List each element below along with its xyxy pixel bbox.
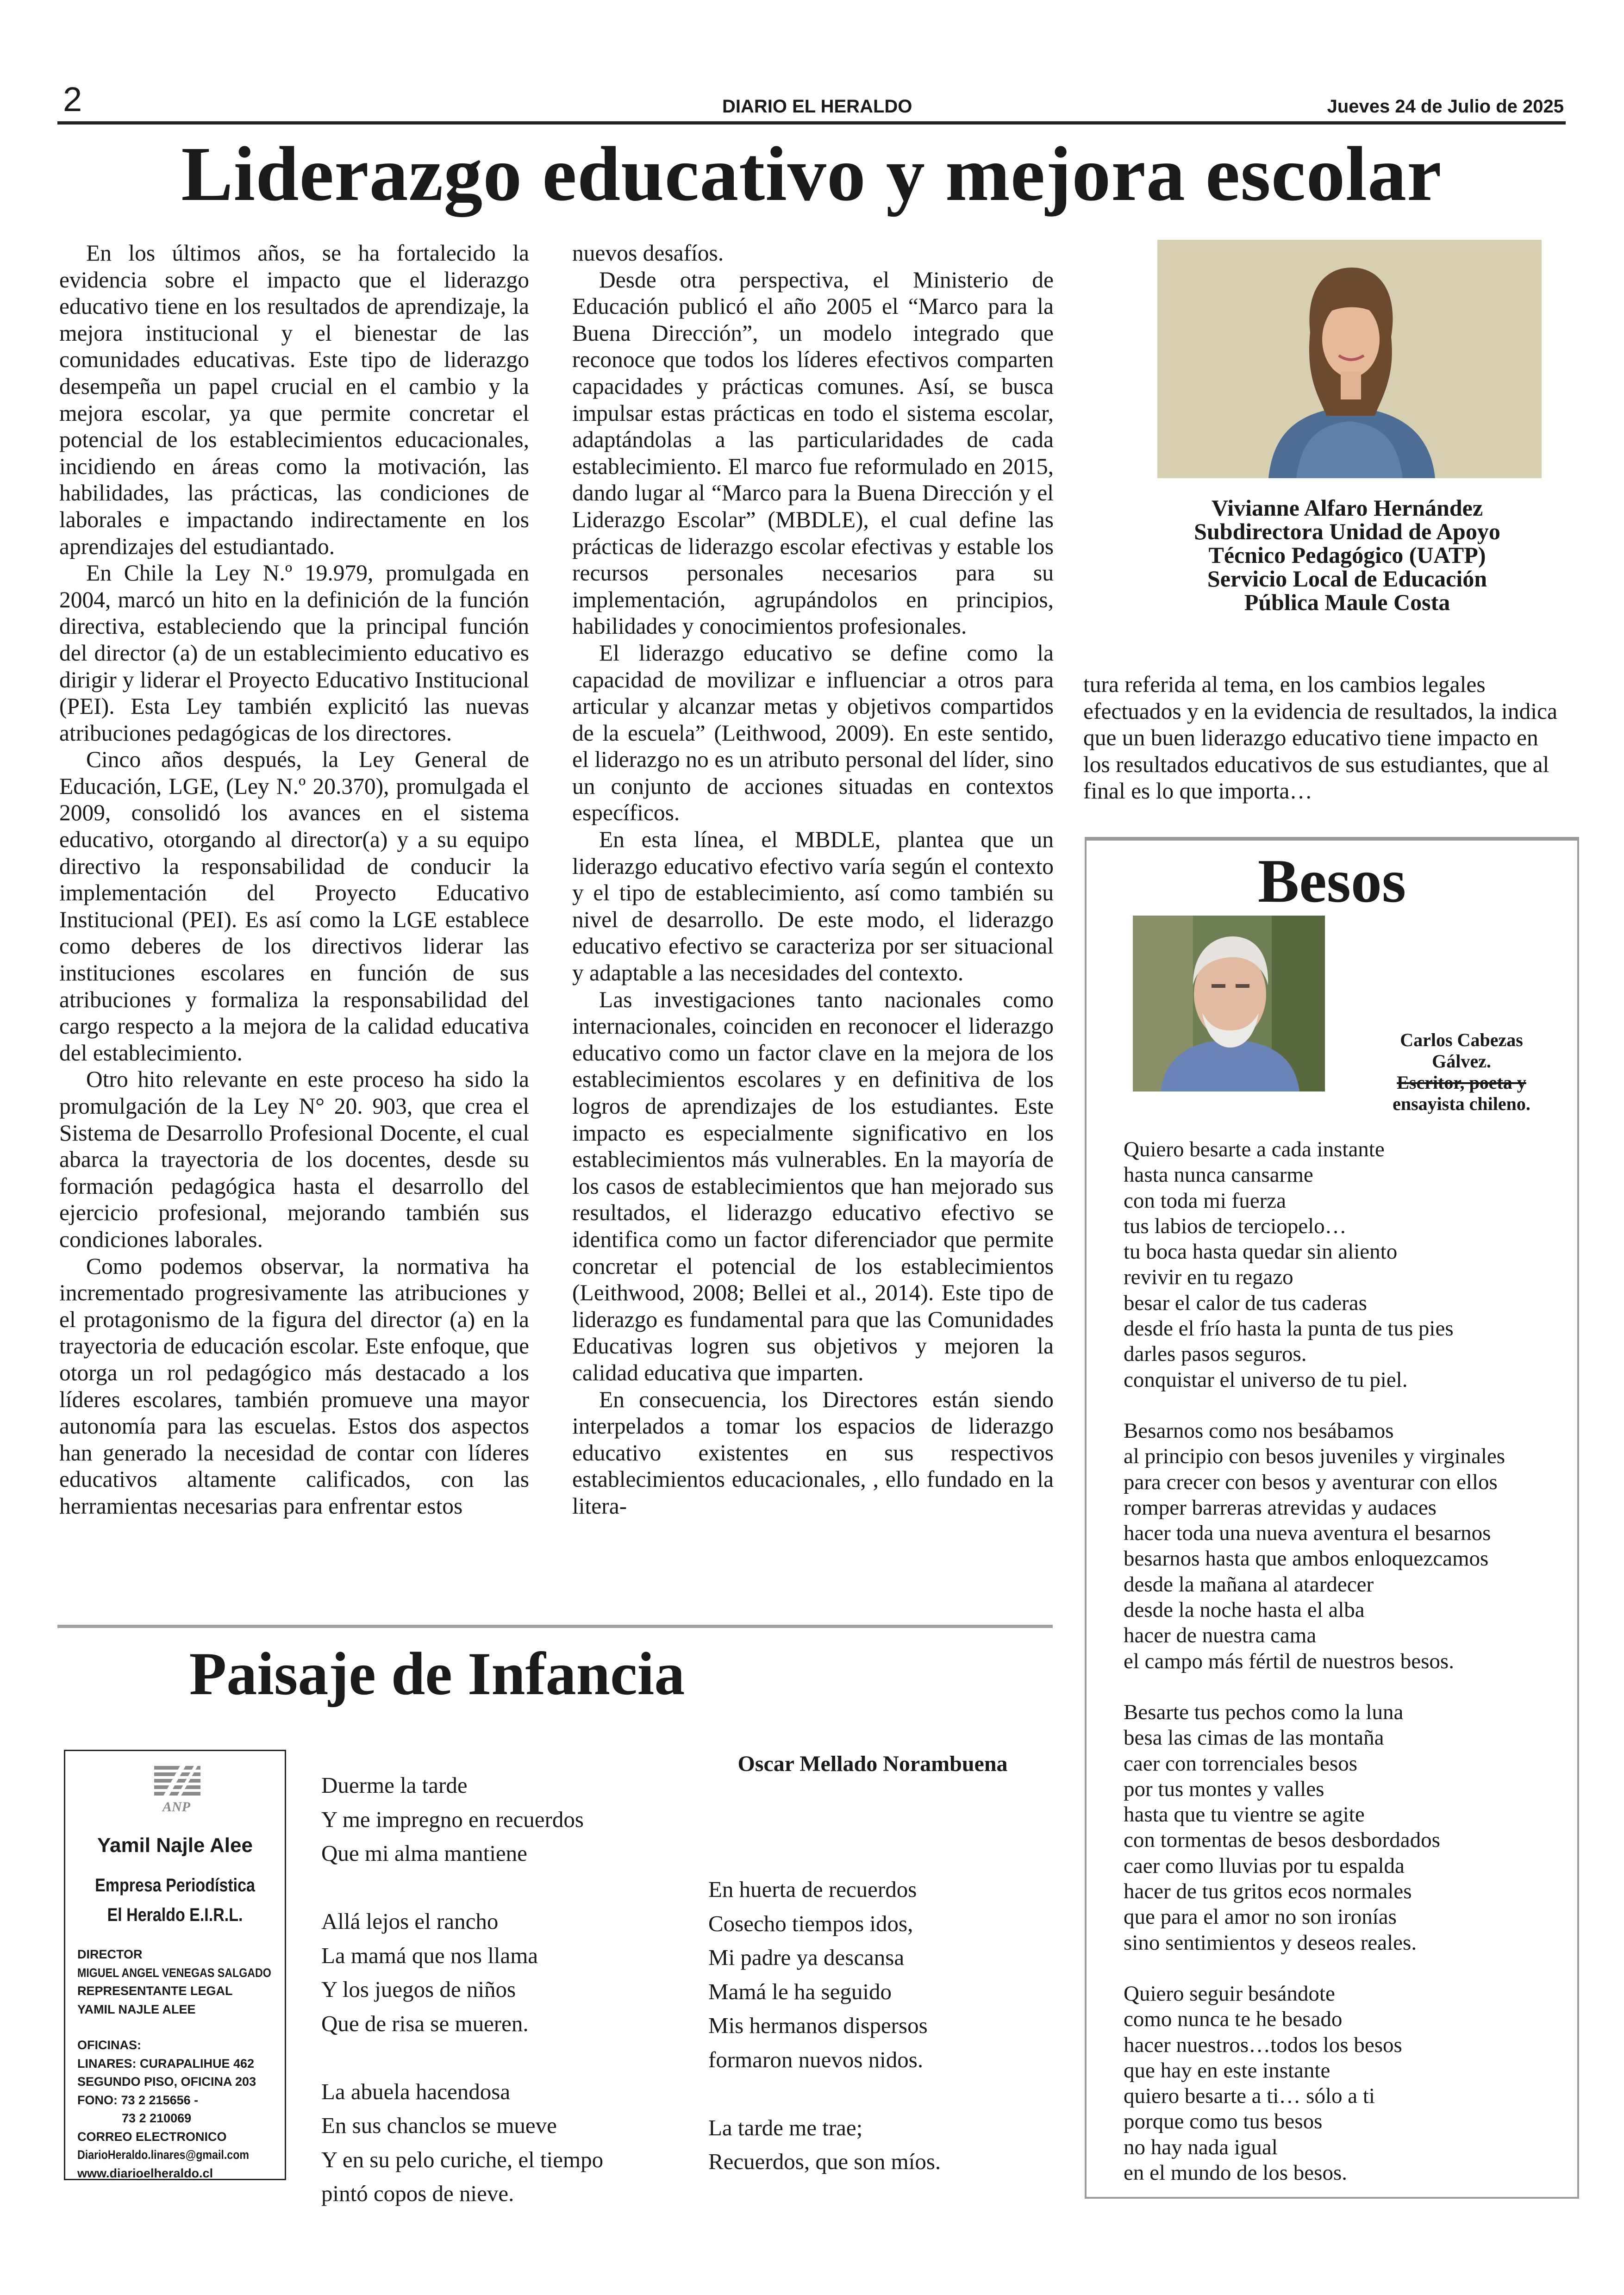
poem-stanza: [708, 2111, 1042, 2179]
poem-line: La tarde me trae;: [708, 2114, 863, 2140]
poem-line: besar el calor de tus caderas: [1124, 1291, 1367, 1315]
article-continuation: [1083, 671, 1567, 804]
poem-line: sino sentimientos y deseos reales.: [1124, 1930, 1417, 1955]
masthead-company-line: El Heraldo E.I.R.L.: [107, 1905, 243, 1925]
poem-stanza: [1124, 1981, 1568, 2186]
article-paragraph: El liderazgo educativo se define como la capacidad de movilizar e influenciar a otros para articular y alcanzar metas y objetivos compartidos de la escuela” (Leithwood, 2009). En este sentido, el liderazgo no es un atributo personal del líder, sino un conjunto de acciones situadas en contextos específicos.: [572, 640, 1054, 826]
poem-line: En huerta de recuerdos: [708, 1877, 917, 1902]
poet-name: Carlos Cabezas: [1400, 1029, 1523, 1050]
article-paragraph: Desde otra perspectiva, el Ministerio de Educación publicó el año 2005 el “Marco para la Buena Dirección”, un modelo integrado que reconoce que todos los líderes efectivos comparten capacidades y prácticas comunes. Así, se busca impulsar estas prácticas en todo el sistema escolar, adaptándolas a las particularidades de cada establecimiento. El marco fue reformulado en 2015, dando lugar al “Marco para la Buena Dirección y el Liderazgo Escolar” (MBDLE), el cual define las prácticas de liderazgo escolar efectivas y estable los recursos personales necesarios para su implementación, agrupándolos en principios, habilidades y conocimientos profesionales.: [572, 267, 1054, 639]
poem-title-text: Paisaje de Infancia: [189, 1640, 685, 1708]
article-column-2: [572, 240, 1054, 1520]
header-divider: [57, 121, 1566, 125]
masthead-details: [77, 1946, 281, 2183]
poet-photo: [1133, 916, 1325, 1091]
poem-stanza: [321, 2075, 645, 2211]
phone-number: 73 2 210069: [122, 2111, 192, 2125]
poem-line: que hay en este instante: [1124, 2058, 1330, 2083]
author-caption-line: Pública Maule Costa: [1244, 589, 1450, 615]
poem-author: Oscar Mellado Norambuena: [737, 1752, 1008, 1776]
masthead-company-line: Empresa Periodística: [95, 1875, 255, 1896]
poem-line: desde la noche hasta el alba: [1124, 1598, 1365, 1622]
poem-line: Besarnos como nos besábamos: [1124, 1418, 1394, 1443]
article-paragraph: En esta línea, el MBDLE, plantea que un liderazgo educativo efectivo varía según el contexto y el tipo de establecimiento, así como también su nivel de desarrollo. De este modo, el liderazgo educativo efectivo se caracteriza por ser situacional y adaptable a las necesidades del contexto.: [572, 827, 1054, 986]
poem-line: desde el frío hasta la punta de tus pies: [1124, 1316, 1454, 1341]
poem-stanza: [708, 1872, 1042, 2077]
poem-line: besarnos hasta que ambos enloquezcamos: [1124, 1547, 1489, 1571]
poem-line: hasta nunca cansarme: [1124, 1163, 1313, 1187]
anp-logo: [144, 1761, 209, 1817]
article-paragraph: Cinco años después, la Ley General de Educación, LGE, (Ley N.º 20.370), promulgada el 2009, consolidó los avances en el sistema educativo, otorgando al director(a) y a su equipo directivo la responsabilidad de conducir la implementación del Proyecto Educativo Institucional (PEI). Es así como la LGE establece como deberes de los directivos liderar las instituciones escolares en función de sus atribuciones y formaliza la responsabilidad del cargo respecto a la mejora de la calidad educativa del establecimiento.: [59, 747, 529, 1066]
poem-line: romper barreras atrevidas y audaces: [1124, 1495, 1437, 1520]
poem-line: hacer toda una nueva aventura el besarnos: [1124, 1521, 1491, 1546]
legal-rep-name: YAMIL NAJLE ALEE: [77, 2002, 196, 2016]
poet-credit: [1360, 1029, 1563, 1115]
poem-line: hacer de nuestra cama: [1124, 1623, 1317, 1648]
poem-line: tu boca hasta quedar sin aliento: [1124, 1240, 1398, 1264]
poem-line: desde la mañana al atardecer: [1124, 1572, 1374, 1597]
poem-line: Cosecho tiempos idos,: [708, 1910, 913, 1936]
poem-stanza: [321, 1768, 645, 1871]
paisaje-poem-left: [321, 1768, 645, 2245]
masthead-owner: Yamil Najle Alee: [97, 1834, 253, 1857]
poem-line: Y los juegos de niños: [321, 1977, 516, 2002]
poem-line: el campo más fértil de nuestros besos.: [1124, 1649, 1454, 1673]
poem-stanza: [1124, 1700, 1568, 1956]
poem-line: tus labios de terciopelo…: [1124, 1214, 1347, 1238]
author-portrait-illustration: [1157, 240, 1542, 478]
poem-line: Que de risa se mueren.: [321, 2010, 529, 2036]
poem-line: Que mi alma mantiene: [321, 1840, 527, 1866]
poem-line: hasta que tu vientre se agite: [1124, 1802, 1365, 1827]
poem-line: al principio con besos juveniles y virginales: [1124, 1444, 1505, 1469]
article-title: Liderazgo educativo y mejora escolar: [181, 131, 1442, 217]
phone-number: FONO: 73 2 215656 -: [77, 2093, 199, 2107]
poet-name-2: Gálvez.: [1432, 1051, 1491, 1072]
director-label: DIRECTOR: [77, 1947, 143, 1961]
poem-line: Y me impregno en recuerdos: [321, 1806, 584, 1832]
poem-title-paisaje: [57, 1640, 1122, 1708]
newspaper-name: DIARIO EL HERALDO: [722, 96, 912, 117]
masthead-company: [82, 1871, 269, 1930]
poem-line: caer con torrenciales besos: [1124, 1751, 1357, 1776]
poem-line: con tormentas de besos desbordados: [1124, 1828, 1440, 1852]
poem-line: por tus montes y valles: [1124, 1777, 1324, 1801]
poem-line: La mamá que nos llama: [321, 1942, 538, 1968]
poem-line: Allá lejos el rancho: [321, 1908, 499, 1934]
anp-logo-text: ANP: [162, 1799, 190, 1815]
author-caption: [1139, 496, 1555, 614]
poem-line: no hay nada igual: [1124, 2135, 1278, 2159]
poem-line: pintó copos de nieve.: [321, 2181, 514, 2206]
masthead-box: [64, 1750, 286, 2180]
offices-label: OFICINAS:: [77, 2038, 141, 2052]
website-link[interactable]: www.diarioelheraldo.cl: [77, 2166, 213, 2180]
article-paragraph: En los últimos años, se ha fortalecido la evidencia sobre el impacto que el liderazgo educativo tiene en los resultados de aprendizaje, la mejora institucional y el bienestar de las comunidades educativas. Este tipo de liderazgo desempeña un papel crucial en el cambio y la mejora escolar, ya que permite concretar el potencial de los establecimientos educacionales, incidiendo en áreas como la motivación, las habilidades, las prácticas, las condiciones de laborales e impactando indirectamente en los aprendizajes del estudiantado.: [59, 240, 529, 559]
poem-line: besa las cimas de las montaña: [1124, 1726, 1384, 1750]
poem-line: Mi padre ya descansa: [708, 1945, 905, 1970]
author-caption-line: Técnico Pedagógico (UATP): [1208, 542, 1486, 568]
legal-rep-label: REPRESENTANTE LEGAL: [77, 1984, 233, 1998]
poem-line: La abuela hacendosa: [321, 2078, 511, 2104]
poem-stanza: [1124, 1137, 1568, 1393]
poem-line: porque como tus besos: [1124, 2109, 1323, 2134]
poem-line: hacer de tus gritos ecos normales: [1124, 1879, 1412, 1904]
poet-role: Escritor, poeta y: [1397, 1072, 1526, 1093]
article-paragraph: tura referida al tema, en los cambios legales efectuados y en la evidencia de resultados, la indica que un buen liderazgo educativo tiene impacto en los resultados educativos de sus estudiantes, que al final es lo que importa…: [1083, 672, 1557, 804]
poem-title: Besos: [1257, 847, 1406, 915]
poem-line: hacer nuestros…todos los besos: [1124, 2033, 1402, 2057]
poem-line: como nunca te he besado: [1124, 2007, 1343, 2032]
poem-line: que para el amor no son ironías: [1124, 1905, 1397, 1929]
paisaje-poem-right: [708, 1872, 1042, 2213]
article-paragraph: Las investigaciones tanto nacionales como internacionales, coinciden en reconocer el liderazgo educativo como un factor clave en la mejora de los establecimientos escolares y en definitiva de los logros de aprendizajes de los estudiantes. Este impacto es especialmente significativo en los establecimientos más vulnerables. En la mayoría de los casos de establecimientos que han mejorado sus resultados, el liderazgo educativo efectivo se identifica como un factor diferenciador que permite concretar el potencial de los establecimientos (Leithwood, 2008; Bellei et al., 2014). Este tipo de liderazgo es fundamental para que las Comunidades Educativas logren sus objetivos y mejoren la calidad educativa que imparten.: [572, 986, 1054, 1385]
poem-line: Quiero seguir besándote: [1124, 1981, 1335, 2006]
poem-line: Mamá le ha seguido: [708, 1978, 892, 2004]
poem-line: conquistar el universo de tu piel.: [1124, 1367, 1408, 1392]
poem-line: formaron nuevos nidos.: [708, 2046, 924, 2072]
poem-line: caer como lluvias por tu espalda: [1124, 1853, 1405, 1878]
poem-line: En sus chanclos se mueve: [321, 2113, 557, 2138]
poem-line: con toda mi fuerza: [1124, 1188, 1287, 1213]
director-name: MIGUEL ANGEL VENEGAS SALGADO: [77, 1965, 271, 1980]
article-column-1: [59, 240, 529, 1520]
poem-line: para crecer con besos y aventurar con ellos: [1124, 1470, 1498, 1494]
poem-line: en el mundo de los besos.: [1124, 2160, 1347, 2185]
poem-line: Mis hermanos dispersos: [708, 2013, 928, 2038]
article-paragraph: En Chile la Ley N.º 19.979, promulgada en 2004, marcó un hito en la definición de la función directiva, estableciendo que la principal función del director (a) de un establecimiento educativo es dirigir y liderar el Proyecto Educativo Institucional (PEI). Esta Ley también explicitó las nuevas atribuciones pedagógicas de los directores.: [59, 560, 529, 746]
poem-line: darles pasos seguros.: [1124, 1342, 1307, 1366]
article-paragraph: nuevos desafíos.: [572, 240, 724, 266]
poem-line: Quiero besarte a cada instante: [1124, 1137, 1385, 1161]
issue-date: Jueves 24 de Julio de 2025: [1327, 96, 1564, 117]
poem-line: revivir en tu regazo: [1124, 1265, 1293, 1290]
section-divider: [57, 1625, 1053, 1628]
office-address: SEGUNDO PISO, OFICINA 203: [77, 2075, 256, 2089]
poem-line: Recuerdos, que son míos.: [708, 2149, 941, 2174]
author-caption-line: Subdirectora Unidad de Apoyo: [1194, 518, 1500, 544]
office-address: LINARES: CURAPALIHUE 462: [77, 2056, 255, 2070]
poem-line: quiero besarte a ti… sólo a ti: [1124, 2084, 1375, 2108]
article-paragraph: Otro hito relevante en este proceso ha sido la promulgación de la Ley N° 20. 903, que crea el Sistema de Desarrollo Profesional Docente, el cual abarca la trayectoria de los docentes, desde su formación pedagógica hasta el desarrollo del ejercicio profesional, mejorando también sus condiciones laborales.: [59, 1066, 529, 1252]
poem-body: [1124, 1137, 1568, 2211]
poem-stanza: [1124, 1418, 1568, 1674]
article-paragraph: En consecuencia, los Directores están siendo interpelados a tomar los espacios de liderazgo educativo existentes en sus respectivos establecimientos educacionales, , ello fundado en la litera-: [572, 1386, 1054, 1519]
poem-line: Y en su pelo curiche, el tiempo: [321, 2146, 604, 2172]
poet-role-2: ensayista chileno.: [1393, 1093, 1530, 1114]
besos-poem-box: [1085, 837, 1579, 2199]
article-paragraph: Como podemos observar, la normativa ha incrementado progresivamente las atribuciones y el protagonismo de la figura del director (a) en la trayectoria de educación escolar. Este enfoque, que otorga un rol pedagógico más destacado a los líderes escolares, también promueve una mayor autonomía para las escuelas. Estos dos aspectos han generado la necesidad de contar con líderes educativos altamente calificados, con las herramientas necesarias para enfrentar estos: [59, 1253, 529, 1519]
page-number: 2: [63, 80, 82, 118]
poem-line: Duerme la tarde: [321, 1772, 468, 1798]
author-caption-line: Vivianne Alfaro Hernández: [1211, 495, 1483, 521]
poem-line: Besarte tus pechos como la luna: [1124, 1700, 1404, 1724]
author-photo: [1157, 240, 1542, 478]
author-caption-line: Servicio Local de Educación: [1207, 566, 1487, 592]
poem-stanza: [321, 1904, 645, 2040]
email-address[interactable]: DiarioHeraldo.linares@gmail.com: [77, 2148, 250, 2162]
email-label: CORREO ELECTRONICO: [77, 2129, 227, 2144]
poet-portrait-illustration: [1133, 916, 1325, 1091]
